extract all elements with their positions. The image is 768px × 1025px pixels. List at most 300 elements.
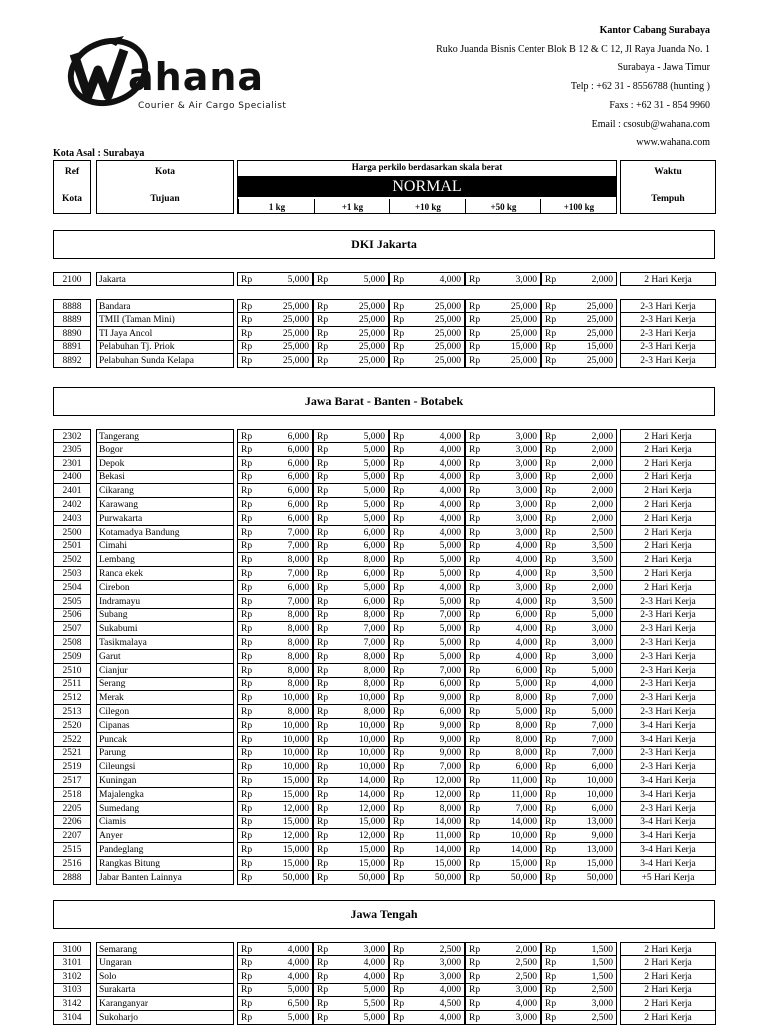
currency-label: Rp: [241, 985, 253, 996]
currency-label: Rp: [241, 858, 253, 869]
price-cell: [389, 581, 465, 595]
price-value: 3,000: [363, 945, 385, 955]
price-cell: [313, 857, 389, 871]
currency-label: Rp: [241, 328, 253, 339]
currency-label: Rp: [545, 971, 557, 982]
destination-city: Cirebon: [96, 581, 234, 595]
currency-label: Rp: [241, 817, 253, 828]
currency-label: Rp: [317, 638, 329, 648]
price-value: 4,000: [439, 472, 461, 483]
price-value: 6,000: [287, 582, 309, 593]
currency-label: Rp: [469, 356, 481, 367]
currency-label: Rp: [469, 610, 481, 621]
price-value: 14,000: [434, 817, 461, 828]
ref-code: 2511: [53, 677, 91, 691]
currency-label: Rp: [545, 776, 557, 786]
price-value: 25,000: [510, 314, 537, 325]
currency-label: Rp: [545, 707, 557, 717]
price-value: 5,000: [363, 275, 385, 285]
price-cell: [465, 457, 541, 471]
currency-label: Rp: [317, 527, 329, 538]
currency-label: Rp: [545, 458, 557, 469]
ref-code: 2206: [53, 815, 91, 829]
price-cell: [389, 705, 465, 719]
table-row: [0, 484, 768, 498]
price-value: 25,000: [358, 302, 385, 312]
price-value: 6,000: [287, 513, 309, 524]
destination-city: TI Jaya Ancol: [96, 327, 234, 341]
branch-name: Kantor Cabang Surabaya: [599, 25, 710, 36]
price-cell: [237, 484, 313, 498]
price-cell: [313, 677, 389, 691]
price-cell: [541, 942, 617, 956]
price-cell: [313, 733, 389, 747]
price-cell: [237, 802, 313, 816]
price-cell: [541, 429, 617, 443]
currency-label: Rp: [469, 527, 481, 538]
phone: Telp : +62 31 - 8556788 (hunting ): [570, 81, 710, 93]
price-value: 6,000: [287, 472, 309, 483]
price-value: 8,000: [363, 707, 385, 717]
price-value: 3,000: [515, 1013, 537, 1023]
currency-label: Rp: [545, 432, 557, 442]
price-cell: [313, 313, 389, 327]
currency-label: Rp: [545, 665, 557, 676]
currency-label: Rp: [317, 555, 329, 566]
price-value: 8,000: [287, 651, 309, 662]
delivery-time: 2 Hari Kerja: [620, 942, 716, 956]
delivery-time: 3-4 Hari Kerja: [620, 815, 716, 829]
currency-label: Rp: [469, 486, 481, 497]
currency-label: Rp: [545, 472, 557, 483]
currency-label: Rp: [393, 314, 405, 325]
price-value: 3,000: [591, 999, 613, 1010]
price-value: 7,000: [287, 541, 309, 552]
currency-label: Rp: [469, 596, 481, 607]
currency-label: Rp: [317, 651, 329, 662]
ref-code: 2302: [53, 429, 91, 443]
price-value: 6,000: [363, 569, 385, 579]
price-cell: [465, 595, 541, 609]
currency-label: Rp: [393, 985, 405, 996]
price-value: 25,000: [586, 356, 613, 367]
address-line-2: Surabaya - Jawa Timur: [617, 62, 710, 74]
price-cell: [237, 313, 313, 327]
price-cell: [237, 567, 313, 581]
table-row: [0, 581, 768, 595]
currency-label: Rp: [317, 472, 329, 483]
price-cell: [313, 484, 389, 498]
destination-city: Ranca ekek: [96, 567, 234, 581]
table-row: [0, 650, 768, 664]
currency-label: Rp: [393, 831, 405, 842]
currency-label: Rp: [393, 513, 405, 524]
price-cell: [237, 983, 313, 997]
price-value: 5,000: [515, 707, 537, 717]
weight-col-plus1kg: +1 kg: [314, 199, 390, 214]
price-cell: [465, 719, 541, 733]
price-cell: [465, 997, 541, 1011]
currency-label: Rp: [393, 817, 405, 828]
price-cell: [313, 650, 389, 664]
price-value: 7,000: [439, 762, 461, 773]
table-row: [0, 970, 768, 984]
delivery-time: 2 Hari Kerja: [620, 553, 716, 567]
currency-label: Rp: [545, 789, 557, 800]
price-cell: [313, 622, 389, 636]
price-cell: [389, 340, 465, 354]
destination-city: Sukabumi: [96, 622, 234, 636]
price-value: 4,000: [515, 541, 537, 552]
destination-city: Tasikmalaya: [96, 636, 234, 650]
price-value: 1,500: [591, 957, 613, 968]
price-cell: [389, 802, 465, 816]
price-value: 14,000: [510, 845, 537, 855]
currency-label: Rp: [545, 803, 557, 814]
price-value: 15,000: [434, 858, 461, 869]
price-value: 25,000: [434, 302, 461, 312]
price-value: 10,000: [282, 762, 309, 773]
price-cell: [541, 705, 617, 719]
price-value: 10,000: [586, 789, 613, 800]
currency-label: Rp: [317, 817, 329, 828]
delivery-time: 2-3 Hari Kerja: [620, 608, 716, 622]
header-waktu-line1: Waktu: [654, 167, 682, 177]
price-cell: [313, 581, 389, 595]
currency-label: Rp: [241, 665, 253, 676]
price-cell: [541, 956, 617, 970]
price-value: 7,000: [363, 638, 385, 648]
price-cell: [541, 970, 617, 984]
table-row: [0, 299, 768, 313]
currency-label: Rp: [317, 582, 329, 593]
price-cell: [465, 354, 541, 368]
currency-label: Rp: [469, 957, 481, 968]
price-value: 7,000: [363, 624, 385, 635]
table-row: [0, 457, 768, 471]
table-row: [0, 871, 768, 885]
price-cell: [237, 843, 313, 857]
currency-label: Rp: [241, 582, 253, 593]
price-cell: [465, 608, 541, 622]
price-cell: [237, 539, 313, 553]
price-cell: [389, 843, 465, 857]
price-value: 12,000: [434, 789, 461, 800]
price-value: 9,000: [439, 734, 461, 745]
price-cell: [389, 760, 465, 774]
currency-label: Rp: [317, 356, 329, 367]
price-cell: [389, 788, 465, 802]
currency-label: Rp: [545, 555, 557, 566]
weight-col-1kg: 1 kg: [238, 199, 315, 214]
email: Email : csosub@wahana.com: [591, 118, 710, 130]
currency-label: Rp: [317, 707, 329, 717]
currency-label: Rp: [545, 872, 557, 883]
price-value: 15,000: [586, 858, 613, 869]
table-row: [0, 983, 768, 997]
destination-city: Cimahi: [96, 539, 234, 553]
table-row: [0, 802, 768, 816]
currency-label: Rp: [241, 693, 253, 704]
destination-city: Pelabuhan Tj. Priok: [96, 340, 234, 354]
price-cell: [465, 746, 541, 760]
currency-label: Rp: [241, 776, 253, 786]
section-header: DKI Jakarta: [53, 230, 715, 259]
price-value: 15,000: [282, 858, 309, 869]
price-value: 4,000: [591, 679, 613, 690]
price-value: 15,000: [282, 845, 309, 855]
price-value: 4,000: [439, 582, 461, 593]
price-cell: [237, 595, 313, 609]
price-value: 4,000: [515, 651, 537, 662]
delivery-time: 2-3 Hari Kerja: [620, 664, 716, 678]
price-cell: [541, 457, 617, 471]
price-value: 2,000: [591, 472, 613, 483]
price-value: 5,000: [363, 486, 385, 497]
currency-label: Rp: [469, 845, 481, 855]
price-value: 4,000: [439, 985, 461, 996]
price-value: 13,000: [586, 845, 613, 855]
currency-label: Rp: [393, 776, 405, 786]
price-cell: [313, 470, 389, 484]
currency-label: Rp: [241, 275, 253, 285]
price-value: 9,000: [439, 748, 461, 759]
price-cell: [237, 691, 313, 705]
currency-label: Rp: [241, 444, 253, 455]
currency-label: Rp: [317, 569, 329, 579]
price-value: 2,000: [591, 458, 613, 469]
ref-code: 2301: [53, 457, 91, 471]
price-value: 8,000: [287, 665, 309, 676]
price-cell: [541, 498, 617, 512]
currency-label: Rp: [393, 342, 405, 353]
currency-label: Rp: [241, 720, 253, 731]
ref-code: 8890: [53, 327, 91, 341]
price-caption: Harga perkilo berdasarkan skala berat: [351, 162, 503, 172]
currency-label: Rp: [393, 555, 405, 566]
price-cell: [541, 327, 617, 341]
price-cell: [313, 539, 389, 553]
price-value: 25,000: [434, 328, 461, 339]
currency-label: Rp: [317, 610, 329, 621]
price-cell: [313, 567, 389, 581]
currency-label: Rp: [241, 679, 253, 690]
table-row: [0, 512, 768, 526]
currency-label: Rp: [393, 651, 405, 662]
currency-label: Rp: [545, 762, 557, 773]
price-value: 10,000: [282, 748, 309, 759]
ref-code: 2515: [53, 843, 91, 857]
currency-label: Rp: [469, 342, 481, 353]
currency-label: Rp: [241, 945, 253, 955]
price-cell: [465, 622, 541, 636]
price-value: 4,500: [439, 999, 461, 1010]
currency-label: Rp: [545, 831, 557, 842]
currency-label: Rp: [469, 693, 481, 704]
ref-code: 2207: [53, 829, 91, 843]
table-row: [0, 746, 768, 760]
price-cell: [313, 354, 389, 368]
price-value: 3,000: [515, 275, 537, 285]
price-value: 5,000: [439, 638, 461, 648]
price-value: 25,000: [282, 302, 309, 312]
price-value: 5,000: [363, 1013, 385, 1023]
currency-label: Rp: [241, 845, 253, 855]
currency-label: Rp: [317, 734, 329, 745]
price-value: 4,000: [363, 971, 385, 982]
price-cell: [541, 983, 617, 997]
price-cell: [313, 719, 389, 733]
price-value: 4,000: [287, 945, 309, 955]
destination-city: TMII (Taman Mini): [96, 313, 234, 327]
price-value: 4,000: [439, 1013, 461, 1023]
destination-city: Cipanas: [96, 719, 234, 733]
currency-label: Rp: [393, 707, 405, 717]
price-value: 15,000: [282, 776, 309, 786]
delivery-time: 2 Hari Kerja: [620, 1011, 716, 1025]
price-value: 5,000: [515, 679, 537, 690]
destination-city: Surakarta: [96, 983, 234, 997]
price-cell: [389, 746, 465, 760]
price-cell: [541, 664, 617, 678]
price-cell: [313, 956, 389, 970]
destination-city: Majalengka: [96, 788, 234, 802]
delivery-time: 2-3 Hari Kerja: [620, 650, 716, 664]
currency-label: Rp: [545, 679, 557, 690]
price-value: 5,000: [363, 500, 385, 510]
currency-label: Rp: [393, 328, 405, 339]
price-value: 12,000: [358, 831, 385, 842]
price-cell: [465, 983, 541, 997]
currency-label: Rp: [393, 858, 405, 869]
header-waktu-line2: Tempuh: [651, 194, 685, 204]
table-row: [0, 843, 768, 857]
currency-label: Rp: [469, 707, 481, 717]
currency-label: Rp: [545, 275, 557, 285]
price-value: 8,000: [515, 693, 537, 704]
price-value: 3,000: [515, 582, 537, 593]
currency-label: Rp: [469, 569, 481, 579]
price-value: 4,000: [439, 486, 461, 497]
price-cell: [465, 650, 541, 664]
currency-label: Rp: [241, 432, 253, 442]
currency-label: Rp: [393, 748, 405, 759]
currency-label: Rp: [469, 500, 481, 510]
price-value: 8,000: [287, 624, 309, 635]
price-value: 2,500: [515, 957, 537, 968]
price-cell: [389, 650, 465, 664]
price-cell: [237, 526, 313, 540]
destination-city: Cilegon: [96, 705, 234, 719]
currency-label: Rp: [545, 985, 557, 996]
price-cell: [389, 857, 465, 871]
destination-city: Karanganyar: [96, 997, 234, 1011]
price-cell: [237, 622, 313, 636]
currency-label: Rp: [469, 748, 481, 759]
ref-code: 2509: [53, 650, 91, 664]
price-cell: [389, 622, 465, 636]
currency-label: Rp: [317, 444, 329, 455]
price-value: 3,000: [591, 624, 613, 635]
destination-city: Sukoharjo: [96, 1011, 234, 1025]
delivery-time: 3-4 Hari Kerja: [620, 843, 716, 857]
price-cell: [389, 299, 465, 313]
delivery-time: 2-3 Hari Kerja: [620, 691, 716, 705]
price-cell: [313, 942, 389, 956]
price-cell: [541, 526, 617, 540]
currency-label: Rp: [545, 845, 557, 855]
ref-code: 2510: [53, 664, 91, 678]
price-value: 11,000: [511, 776, 537, 786]
ref-code: 2501: [53, 539, 91, 553]
currency-label: Rp: [469, 472, 481, 483]
price-value: 12,000: [358, 803, 385, 814]
ref-code: 2519: [53, 760, 91, 774]
destination-city: Indramayu: [96, 595, 234, 609]
destination-city: Karawang: [96, 498, 234, 512]
weight-col-plus100kg: +100 kg: [540, 199, 617, 214]
price-value: 9,000: [439, 693, 461, 704]
delivery-time: 2 Hari Kerja: [620, 272, 716, 286]
table-row: [0, 956, 768, 970]
currency-label: Rp: [545, 858, 557, 869]
price-value: 5,500: [363, 999, 385, 1010]
price-cell: [237, 733, 313, 747]
price-value: 8,000: [287, 638, 309, 648]
price-cell: [465, 429, 541, 443]
price-cell: [389, 983, 465, 997]
currency-label: Rp: [545, 957, 557, 968]
destination-city: Bogor: [96, 443, 234, 457]
price-cell: [389, 997, 465, 1011]
currency-label: Rp: [317, 596, 329, 607]
delivery-time: 2-3 Hari Kerja: [620, 677, 716, 691]
ref-code: 2305: [53, 443, 91, 457]
currency-label: Rp: [469, 831, 481, 842]
currency-label: Rp: [393, 971, 405, 982]
price-value: 1,500: [591, 971, 613, 982]
currency-label: Rp: [469, 679, 481, 690]
price-cell: [313, 608, 389, 622]
currency-label: Rp: [317, 486, 329, 497]
price-cell: [541, 553, 617, 567]
price-cell: [541, 733, 617, 747]
price-value: 4,000: [363, 957, 385, 968]
price-cell: [465, 553, 541, 567]
price-value: 6,000: [591, 762, 613, 773]
currency-label: Rp: [241, 555, 253, 566]
price-value: 5,000: [439, 596, 461, 607]
price-value: 10,000: [358, 762, 385, 773]
currency-label: Rp: [317, 432, 329, 442]
currency-label: Rp: [545, 342, 557, 353]
price-value: 6,000: [515, 665, 537, 676]
price-cell: [465, 636, 541, 650]
price-cell: [313, 636, 389, 650]
price-value: 5,000: [439, 569, 461, 579]
currency-label: Rp: [317, 500, 329, 510]
currency-label: Rp: [241, 472, 253, 483]
currency-label: Rp: [241, 541, 253, 552]
currency-label: Rp: [469, 458, 481, 469]
currency-label: Rp: [241, 302, 253, 312]
price-cell: [237, 299, 313, 313]
currency-label: Rp: [469, 638, 481, 648]
price-cell: [237, 650, 313, 664]
destination-city: Kotamadya Bandung: [96, 526, 234, 540]
currency-label: Rp: [317, 302, 329, 312]
weight-col-plus10kg: +10 kg: [389, 199, 466, 214]
